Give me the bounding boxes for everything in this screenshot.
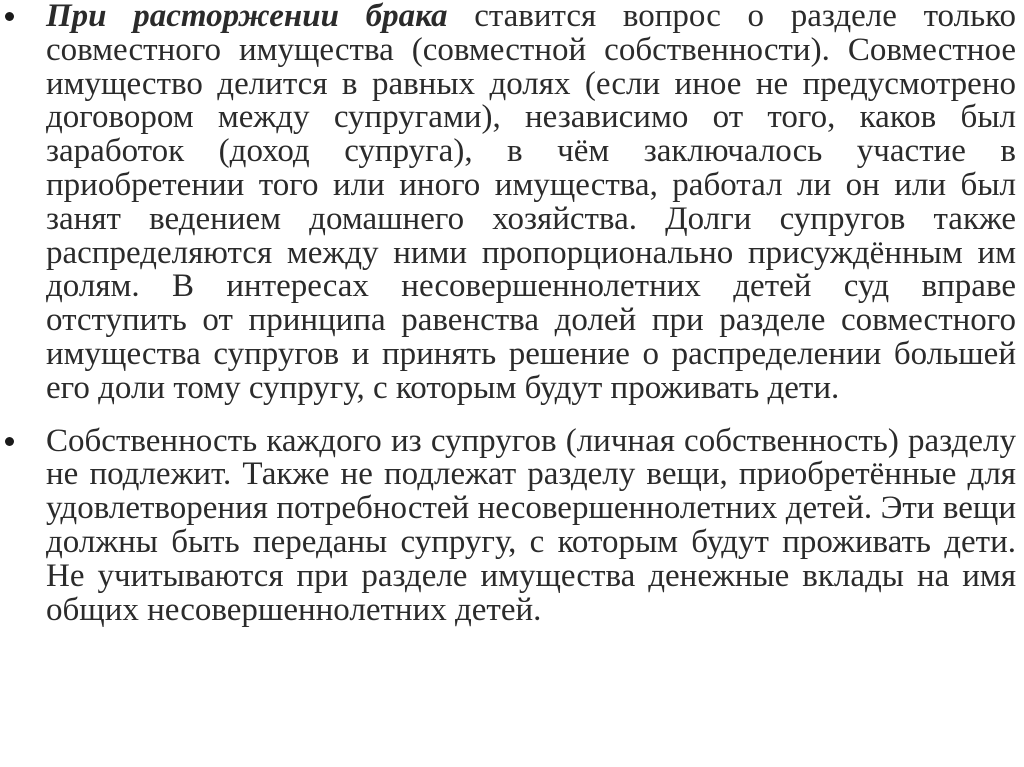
bullet-dot-icon	[5, 12, 14, 21]
bullet-text	[46, 422, 1016, 628]
bullet-dot-icon	[5, 437, 14, 446]
body-text: Собственность каждого из супругов (личная собственность) разделу не подлежит. Также не подлежат разделу вещи, приобретённые для удовлетворения потребностей несовершеннолетних детей. Эти вещи должны быть переданы супругу, с которым будут проживать дети. Не учитываются при разделе имущества денежные вклады на имя общих несовершеннолетних детей.	[46, 422, 1016, 628]
body-text: ставится вопрос о разделе только совместного имущества (совместной собственности). Совместное имущество делится в равных долях (если иное не предусмотрено договором между супругами), независимо от того, каков был заработок (доход супруга), в чём заключалось участие в приобретении того или иного имущества, работал ли он или был занят ведением домашнего хозяйства. Долги супругов также распределяются между ними пропорционально присуждённым им долям. В интересах несовершеннолетних детей суд вправе отступить от принципа равенства долей при разделе совместного имущества супругов и принять решение о распределении большей его доли тому супругу, с которым будут проживать дети.	[46, 0, 1016, 406]
emphasis-text: При расторжении брака	[46, 0, 448, 34]
bullet-text	[46, 0, 1016, 406]
bullet-item-personal-property	[0, 422, 1024, 628]
